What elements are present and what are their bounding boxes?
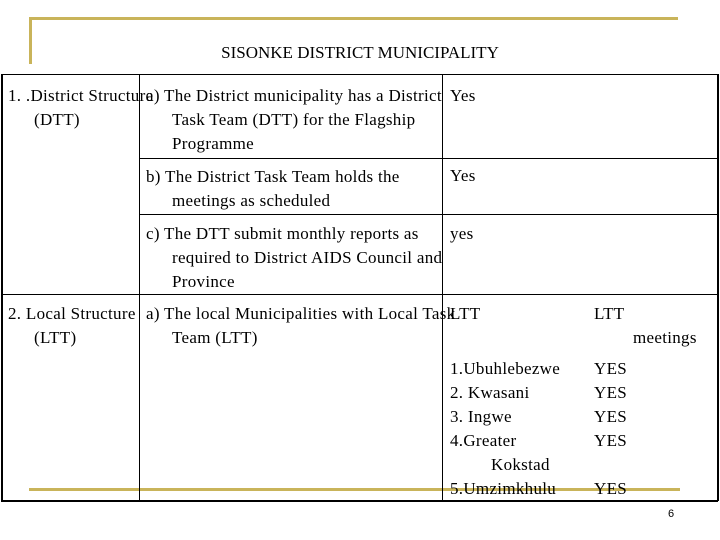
answer-dtt-meetings: Yes <box>450 166 476 185</box>
question-dtt-meetings: b) The District Task Team holds the meetings as scheduled <box>146 167 400 210</box>
municipality-status: YES <box>594 407 628 426</box>
municipality-status: YES <box>594 359 628 378</box>
page-title: SISONKE DISTRICT MUNICIPALITY <box>221 43 499 62</box>
municipality-name: 5.Umzimkhulu <box>450 479 557 498</box>
question-dtt-reports: c) The DTT submit monthly reports as required to District AIDS Council and Province <box>146 224 443 291</box>
municipality-name: 3. Ingwe <box>450 407 512 426</box>
municipality-status: YES <box>594 479 628 498</box>
municipality-name: 2. Kwasani <box>450 383 530 402</box>
municipality-name-continued: Kokstad <box>491 455 550 474</box>
column-header-ltt-meetings-line2: meetings <box>633 328 697 347</box>
question-dtt-exists: a) The District municipality has a District Task Team (DTT) for the Flagship Programme <box>146 86 442 153</box>
column-header-ltt-meetings-line1: LTT <box>594 304 625 323</box>
municipality-status: YES <box>594 383 628 402</box>
municipality-name: 1.Ubuhlebezwe <box>450 359 561 378</box>
municipality-name: 4.Greater <box>450 431 517 450</box>
answer-dtt-exists: Yes <box>450 86 476 105</box>
decorative-bottom-line <box>29 488 680 491</box>
answer-dtt-reports: yes <box>450 224 474 243</box>
question-local-ltt: a) The local Municipalities with Local Task Team (LTT) <box>146 304 456 347</box>
page-number: 6 <box>668 508 675 520</box>
decorative-top-line <box>29 17 678 20</box>
category-district-structure: 1. .District Structure (DTT) <box>8 86 154 129</box>
column-header-ltt: LTT <box>450 304 481 323</box>
municipality-status: YES <box>594 431 628 450</box>
category-local-structure: 2. Local Structure (LTT) <box>8 304 136 347</box>
